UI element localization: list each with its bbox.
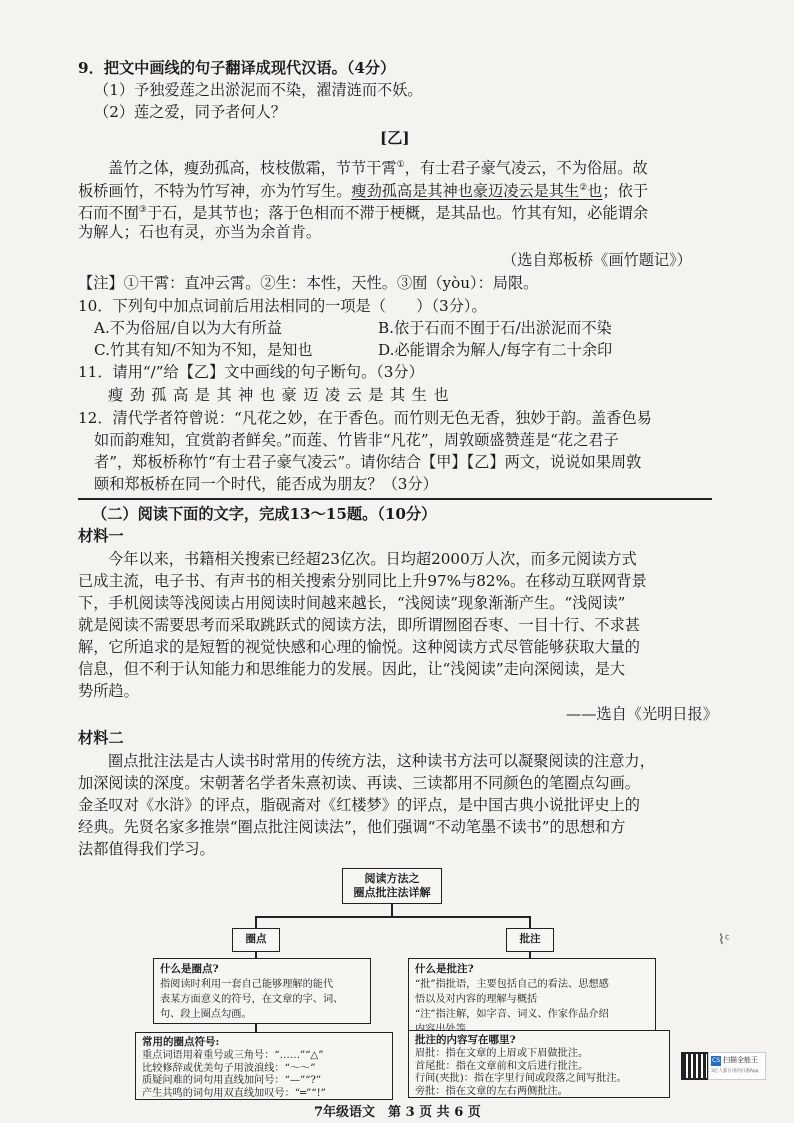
material1-source: ——选自《光明日报》 [566,705,718,723]
left-definition-box: 什么是圈点? 指阅读时利用一套自己能够理解的能代 表某方面意义的符号，在文章的字、词、 句、段上圈点勾画。 [153,958,371,1024]
diagram-root: 阅读方法之 圈点批注法详解 [342,868,442,904]
q10-option-c: C.竹其有知/不知为不知，是知也 [94,341,313,359]
q12-line-1: 12．清代学者符曾说：“凡花之妙，在于香色。而竹则无色无香，独妙于韵。盖香色易 [78,409,652,427]
yi-heading: [乙] [380,129,410,147]
connector-left-down [255,916,257,928]
q10-option-a: A.不为俗屈/自以为大有所益 [94,319,282,337]
section2-title: （二）阅读下面的文字，完成13～15题。（10分） [92,505,437,523]
q10-option-b: B.依于石而不囿于石/出淤泥而不染 [378,319,612,337]
connector-horizontal [255,916,530,918]
connector-root-down [391,904,393,916]
q12-line-4: 颐和郑板桥在同一个时代，能否成为朋友？（3分） [94,475,438,493]
camscanner-logo-icon: CS [712,1057,720,1064]
material1-line-4: 就是阅读不需要思考而采取跳跃式的阅读方法，即所谓囫囵吞枣、一目十行、不求甚 [78,616,640,634]
material1-line-6: 信息，但不利于认知能力和思维能力的发展。因此，让“浅阅读”走向深阅读，是大 [78,660,626,678]
yi-source: （选自郑板桥《画竹题记》） [502,251,692,269]
yi-note: 【注】①干霄：直冲云霄。②生：本性，天性。③囿（yòu）：局限。 [78,274,539,292]
q10-option-d: D.必能谓余为解人/每字有二十余印 [378,341,613,359]
material2-line-5: 法都值得我们学习。 [78,840,215,858]
material1-line-2: 已成主流，电子书、有声书的相关搜索分别同比上升97%与82%。在移动互联网背景 [78,572,647,590]
material1-line-7: 势所趋。 [78,682,139,700]
diagram-node-annotation: 批注 [506,928,554,952]
material2-line-1: 圈点批注法是古人读书时常用的传统方法，这种读书方法可以凝聚阅读的注意力， [108,752,655,770]
diagram-node-circle-point: 圈点 [232,928,280,952]
q12-line-3: 者”，郑板桥称竹“有士君子豪气凌云”。请你结合【甲】【乙】两文，说说如果周敦 [94,453,642,471]
q11-title: 11．请用“/”给【乙】文中画线的句子断句。（3分） [78,363,424,381]
connector-right-down [529,916,531,928]
q10-title: 10．下列句中加点词前后用法相同的一项是（ ）（3分）。 [78,297,487,315]
yi-line-3: 石而不囿③于石，是其节也；落于色相而不滞于梗概，是其品也。竹其有知，必能谓余 [78,204,649,223]
underlined-sentence: 瘦劲孤高是其神也豪迈凌云是其生②也 [351,182,603,201]
q11-sentence: 瘦劲孤高是其神也豪迈凌云是其生也 [108,386,455,404]
q9-title: 9．把文中画线的句子翻译成现代汉语。（4分） [78,59,396,77]
q9-s1: （1）予独爱莲之出淤泥而不染，濯清涟而不妖。 [94,81,423,99]
material1-line-5: 解，它所追求的是短暂的视觉快感和心理的愉悦。这种阅读方式尽管能够获取大量的 [78,638,640,656]
q12-line-2: 如而韵难知，宜赏韵者鲜矣。”而莲、竹皆非“凡花”，周敦颐盛赞莲是“花之君子 [94,431,619,449]
qr-code-icon [681,1052,709,1080]
material2-label: 材料二 [78,729,124,747]
material2-line-3: 金圣叹对《水浒》的评点，脂砚斋对《红楼梦》的评点，是中国古典小说批评史上的 [78,796,640,814]
stray-pen-mark: ⌇ᶜ [718,932,731,948]
material1-label: 材料一 [78,527,124,545]
material1-line-1: 今年以来，书籍相关搜索已经超23亿次。日均超2000万人次，而多元阅读方式 [108,550,637,568]
scanner-badge: CS 扫描全能王 3亿人都在用的扫描App [708,1052,766,1080]
left-symbols-box: 常用的圈点符号: 重点词语用着重号或三角号：“……”“△” 比较修辞或优美句子用波浪线：“～～” 质疑问难的词句用直线加问号：“—”“?” 产生共鸣的词句用双直线加叹号：“═”“!” [135,1032,393,1100]
material1-line-3: 下，手机阅读等浅阅读占用阅读时间越来越长，“浅阅读”现象渐渐产生。“浅阅读” [78,594,626,612]
connector-left-sym [255,1024,257,1032]
page-footer: 7年级语文 第 3 页 共 6 页 [314,1105,481,1120]
right-definition-box: 什么是批注? “批”指批语，主要包括自己的看法、思想感 悟以及对内容的理解与概括 “注”指注解，如字音、词义、作家作品介绍 [408,958,656,1040]
yi-line-2: 板桥画竹，不特为竹写神，亦为竹写生。瘦劲孤高是其神也豪迈凌云是其生②也；依于 [78,182,649,201]
yi-line-1: 盖竹之体，瘦劲孤高，枝枝傲霜，节节干霄①，有士君子豪气凌云，不为俗屈。故 [108,159,648,178]
section-divider [78,498,712,500]
yi-line-4: 为解人；石也有灵，亦当为余首肯。 [78,223,321,241]
material2-line-2: 加深阅读的深度。宋朝著名学者朱熹初读、再读、三读都用不同颜色的笔圈点勾画。 [78,774,640,792]
q9-s2: （2）莲之爱，同予者何人？ [94,103,286,121]
material2-line-4: 经典。先贤名家多推崇“圈点批注阅读法”，他们强调“不动笔墨不读书”的思想和方 [78,818,626,836]
right-location-box: 批注的内容写在哪里? 眉批：指在文章的上眉或下眉做批注。 首尾批：指在文章前和文后进行批注。 行间(夹批)：指在字里行间或段落之间写批注。 旁批：指在文章的左右两侧批注。 [408,1030,670,1098]
